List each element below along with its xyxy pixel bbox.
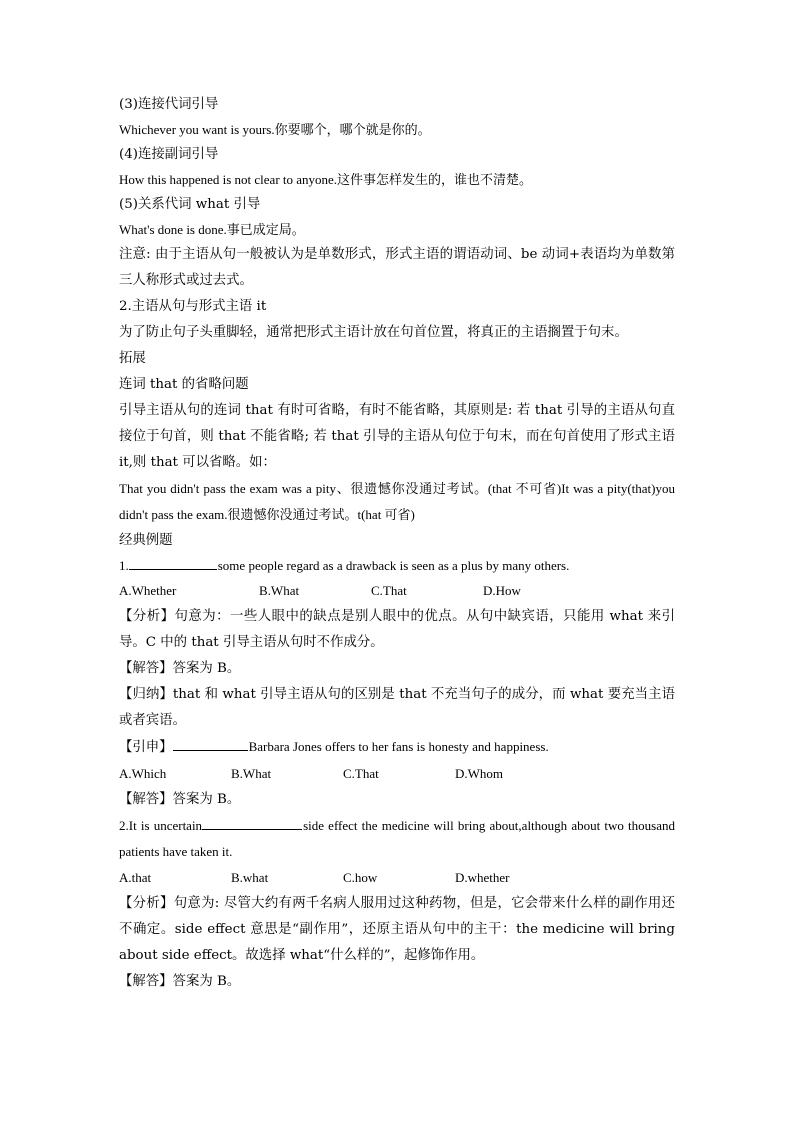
question-text: side effect the medicine will bring about,although about two thousand patients have taken it. <box>119 818 675 859</box>
extension-label: 【引申】 <box>119 740 173 755</box>
answer-paragraph: 【解答】答案为 B。 <box>119 661 241 676</box>
heading-connective-adverb: (4)连接副词引导 <box>119 147 219 162</box>
example-sentence: That you didn't pass the exam was a pity、很遗憾你没通过考试。(that 不可省)It was a pity(that)you didn't pass the exam.很遗憾你没通过考试。t(hat 可省) <box>119 481 675 522</box>
answer-blank <box>202 816 302 830</box>
option-a: A.Which <box>119 766 167 781</box>
answer-paragraph: 【解答】答案为 B。 <box>119 974 241 989</box>
question-2-options <box>119 865 675 891</box>
answer-blank <box>129 556 217 570</box>
heading-relative-what: (5)关系代词 what 引导 <box>119 197 261 212</box>
example-sentence: How this happened is not clear to anyone.这件事怎样发生的，谁也不清楚。 <box>119 172 533 187</box>
option-c: C.how <box>343 870 378 885</box>
note-paragraph: 注意: 由于主语从句一般被认为是单数形式，形式主语的谓语动词、be 动词+表语均为单数第三人称形式或过去式。 <box>119 247 675 288</box>
example-sentence: What's done is done.事已成定局。 <box>119 222 305 237</box>
option-d: D.whether <box>455 870 510 885</box>
option-d: D.How <box>483 583 521 598</box>
option-c: C.That <box>343 766 379 781</box>
paragraph: 引导主语从句的连词 that 有时可省略，有时不能省略，其原则是: 若 that 引导的主语从句直接位于句首，则 that 不能省略; 若 that 引导的主语从句位于句末，而在句首使用了形式主语 it,则 that 可以省略。如： <box>119 403 675 470</box>
section-heading: 2.主语从句与形式主语 it <box>119 299 267 314</box>
option-b: B.what <box>231 870 269 885</box>
analysis-paragraph: 【分析】句意为: 尽管大约有两千名病人服用过这种药物，但是，它会带来什么样的副作用还不确定。side effect 意思是“副作用”，还原主语从句中的主干：the medicine will bring about side effect。故选择 what“什么样的”，起修饰作用。 <box>119 896 675 963</box>
question-text: some people regard as a drawback is seen as a plus by many others. <box>217 558 570 573</box>
option-a: A.that <box>119 870 152 885</box>
extension-stem <box>119 734 675 761</box>
answer-blank <box>173 737 248 751</box>
option-a: A.Whether <box>119 583 177 598</box>
question-number: 1. <box>119 558 129 573</box>
question-1-stem <box>119 554 675 578</box>
section-heading: 经典例题 <box>119 533 173 548</box>
question-text: 2.It is uncertain <box>119 818 203 833</box>
document-body <box>119 92 675 995</box>
heading-connective-pronoun: (3)连接代词引导 <box>119 97 219 112</box>
option-b: B.What <box>259 583 300 598</box>
sub-heading: 连词 that 的省略问题 <box>119 377 249 392</box>
question-2-stem <box>119 813 675 865</box>
option-b: B.What <box>231 766 272 781</box>
example-sentence: Whichever you want is yours.你要哪个，哪个就是你的。 <box>119 122 431 137</box>
question-text: Barbara Jones offers to her fans is honesty and happiness. <box>248 739 549 754</box>
summary-paragraph: 【归纳】that 和 what 引导主语从句的区别是 that 不充当句子的成分，而 what 要充当主语或者宾语。 <box>119 687 675 728</box>
analysis-paragraph: 【分析】句意为：一些人眼中的缺点是别人眼中的优点。从句中缺宾语，只能用 what 来引导。C 中的 that 引导主语从句时不作成分。 <box>119 609 675 650</box>
option-c: C.That <box>371 583 407 598</box>
option-d: D.Whom <box>455 766 504 781</box>
question-1-options <box>119 578 675 604</box>
paragraph: 为了防止句子头重脚轻，通常把形式主语计放在句首位置，将真正的主语搁置于句末。 <box>119 325 628 340</box>
section-heading: 拓展 <box>119 351 146 366</box>
answer-paragraph: 【解答】答案为 B。 <box>119 792 241 807</box>
extension-options <box>119 761 675 787</box>
